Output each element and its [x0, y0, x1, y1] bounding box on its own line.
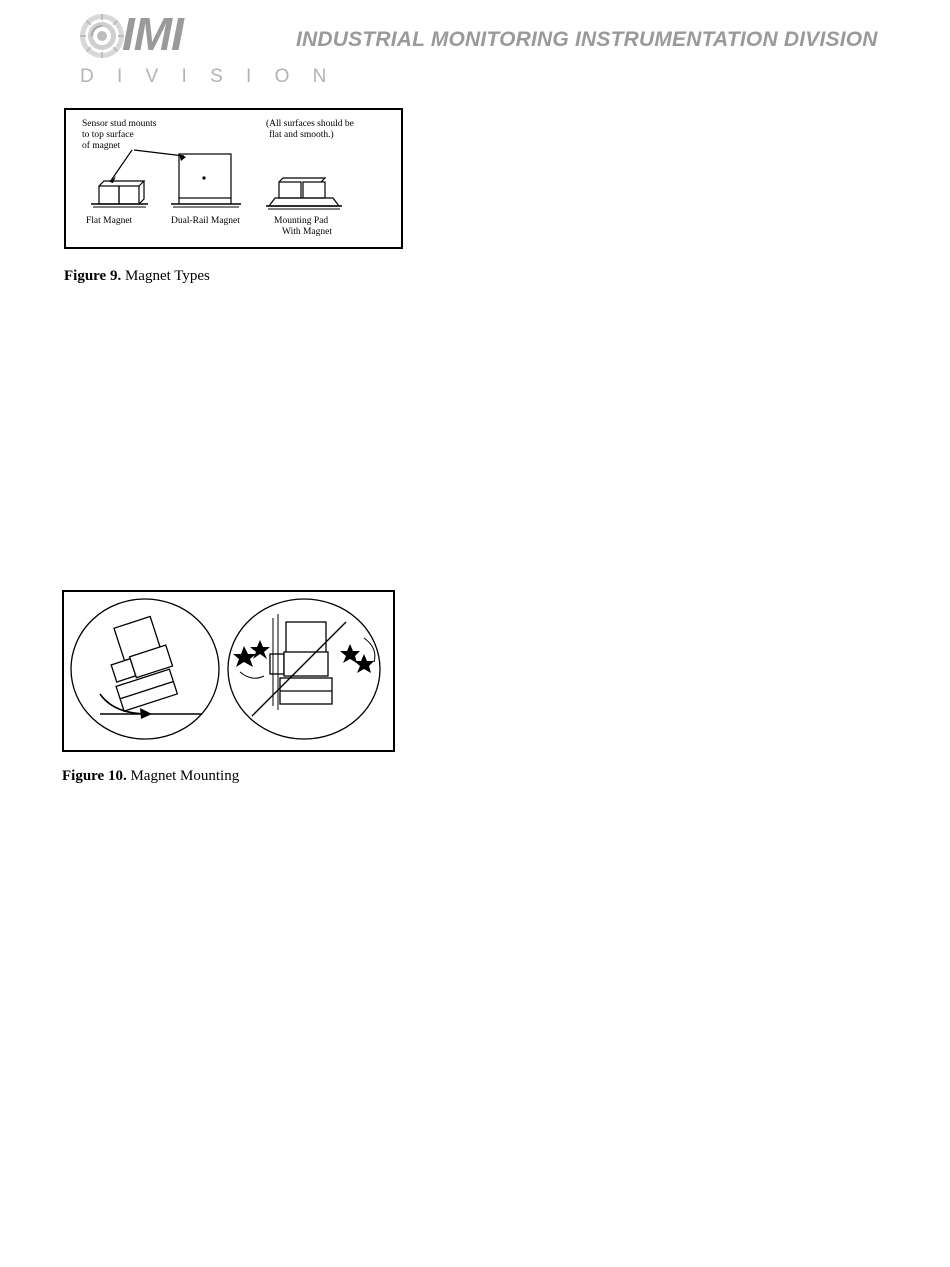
figure-10-image — [62, 590, 395, 752]
figure-9-image — [64, 108, 403, 249]
page-title: INDUSTRIAL MONITORING INSTRUMENTATION DIVISION — [296, 28, 878, 51]
imi-logo — [78, 6, 336, 92]
note-left-line3: of magnet — [82, 141, 121, 151]
label-mounting-pad-line2: With Magnet — [282, 227, 333, 237]
note-right-line2: flat and smooth.) — [269, 130, 334, 140]
note-left-line2: to top surface — [82, 130, 134, 140]
logo-division-text: D I V I S I O N — [80, 66, 336, 87]
note-right-line1: (All surfaces should be — [266, 119, 354, 129]
logo-wordmark: IMI — [122, 8, 183, 60]
label-dual-rail-magnet: Dual-Rail Magnet — [171, 216, 240, 226]
note-left-line1: Sensor stud mounts — [82, 119, 157, 129]
figure-10-caption-text: Magnet Mounting — [126, 768, 240, 784]
figure-9-caption-label: Figure 9. — [64, 268, 122, 284]
figure-9-caption — [64, 268, 210, 285]
label-flat-magnet: Flat Magnet — [86, 216, 133, 226]
figure-10-caption — [62, 768, 239, 785]
page-header — [0, 0, 950, 100]
figure-10-caption-label: Figure 10. — [62, 768, 127, 784]
label-mounting-pad-line1: Mounting Pad — [274, 216, 329, 226]
magnet-mounting-diagram — [64, 592, 389, 746]
gear-icon — [78, 12, 126, 60]
magnet-types-diagram — [66, 110, 397, 243]
figure-9-caption-text: Magnet Types — [121, 268, 210, 284]
